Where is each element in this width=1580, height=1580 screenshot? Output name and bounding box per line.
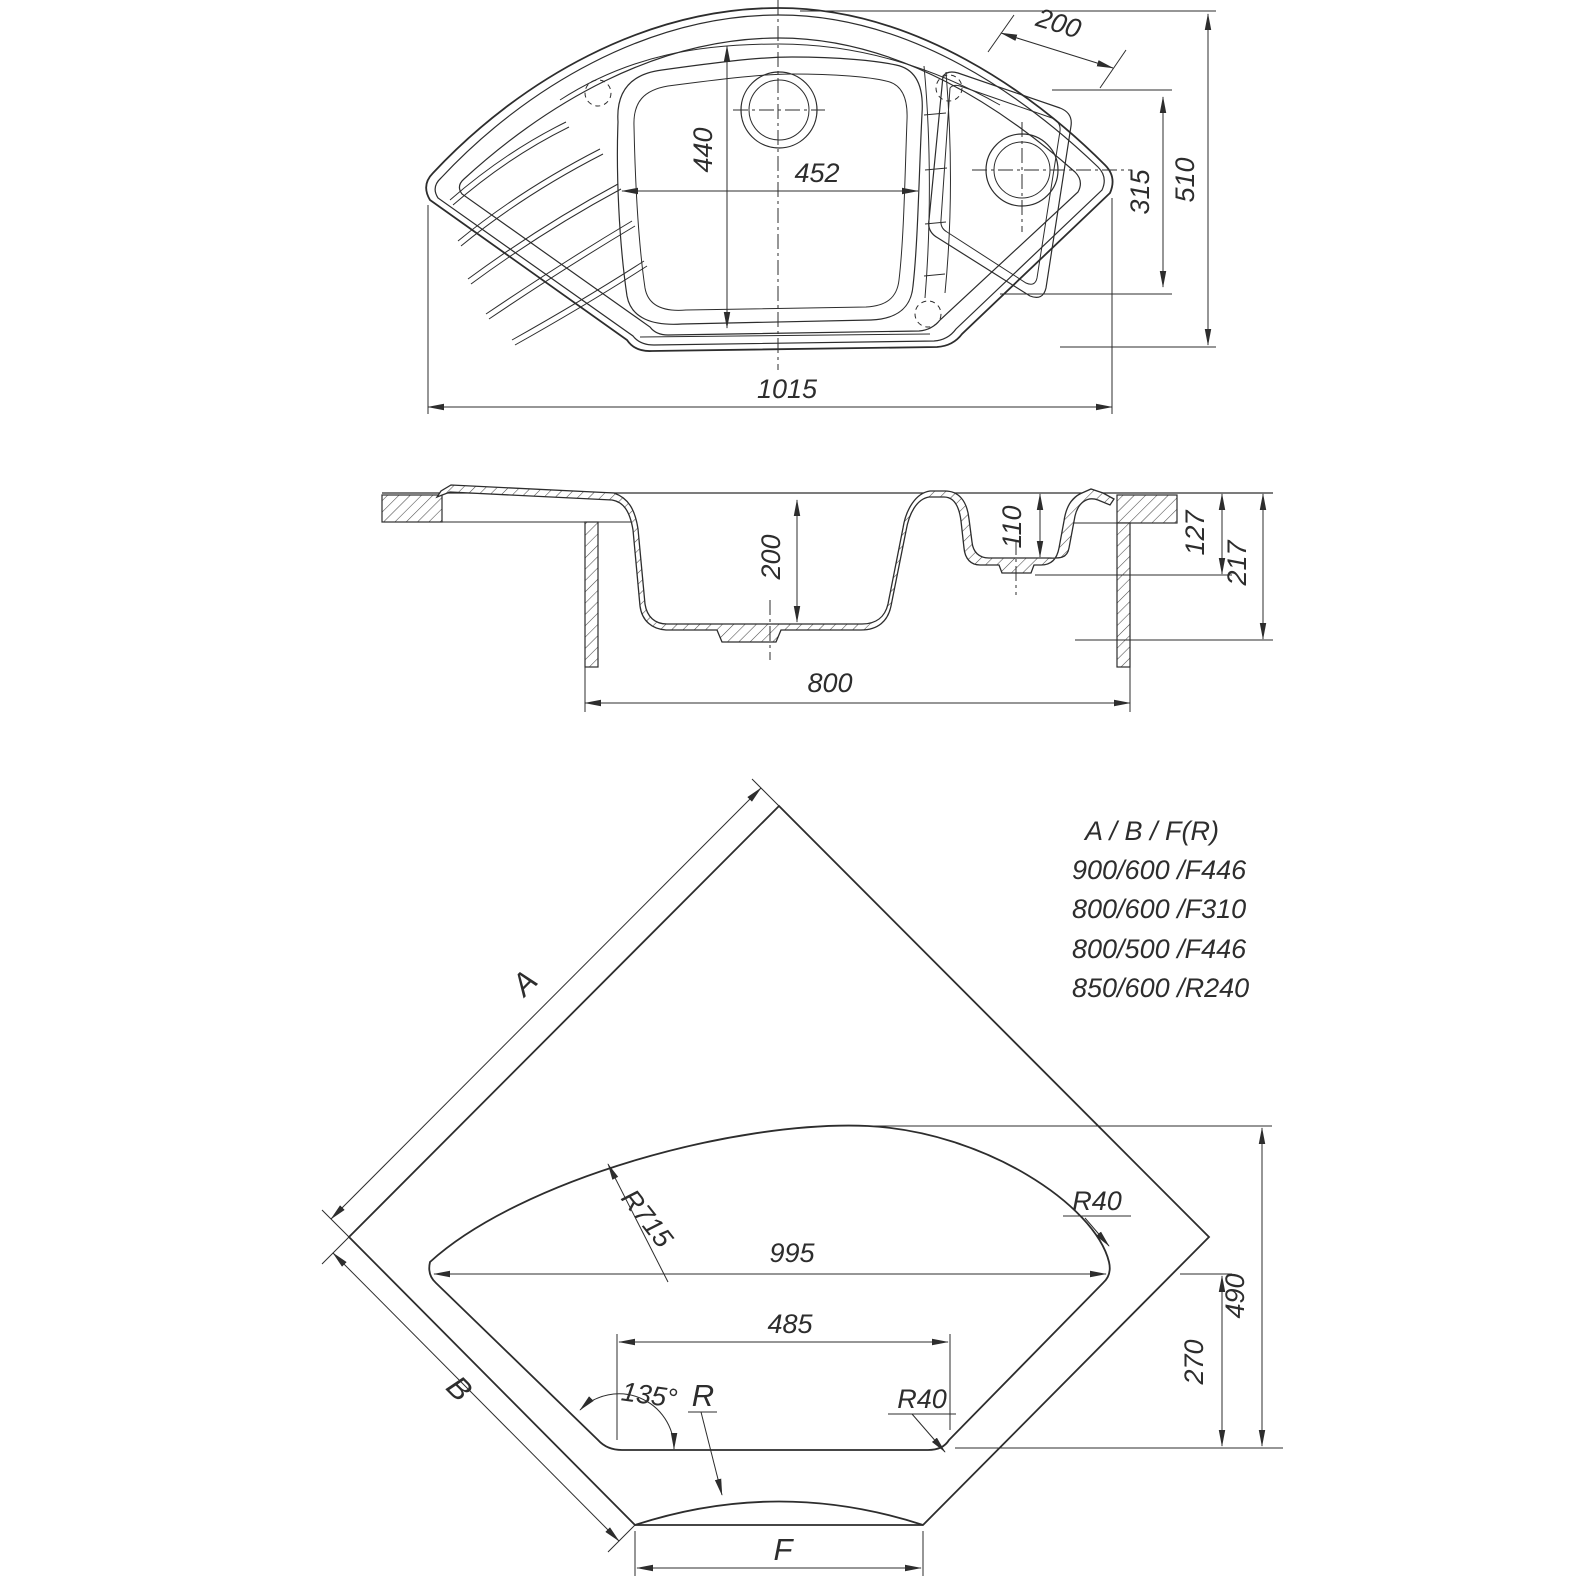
- leader-R: [701, 1412, 722, 1495]
- main-bowl-inner: [634, 74, 907, 310]
- label-r40-corner: R40: [897, 1384, 947, 1414]
- cutout-outline: [429, 1126, 1110, 1450]
- countertop-block-left: [382, 495, 442, 522]
- size-table-row: 900/600 /F446: [1072, 855, 1247, 885]
- dim-200-text: 200: [1032, 2, 1085, 45]
- label-r715: R715: [615, 1183, 679, 1254]
- dim-s200-text: 200: [756, 534, 786, 580]
- dim-A-line: [331, 788, 761, 1219]
- size-table-row: 800/500 /F446: [1072, 934, 1247, 964]
- dim-490-text: 490: [1220, 1273, 1250, 1319]
- size-table-header: A / B / F(R): [1085, 816, 1219, 846]
- label-135: 135°: [619, 1376, 679, 1414]
- dim-995-text: 995: [769, 1238, 815, 1268]
- dim-510-text: 510: [1170, 157, 1200, 203]
- dim-s217-text: 217: [1222, 540, 1252, 586]
- tap-hole-bottom: [915, 301, 941, 327]
- label-r40-tip: R40: [1072, 1186, 1122, 1216]
- size-table-row: 800/600 /F310: [1072, 894, 1247, 924]
- leader-r40-tip: [1085, 1218, 1109, 1246]
- size-table: [1072, 816, 1249, 1003]
- label-F: F: [773, 1532, 793, 1567]
- label-B: B: [439, 1368, 480, 1409]
- label-R: R: [691, 1378, 715, 1413]
- cabinet-panel-left: [585, 522, 598, 667]
- dim-s800-text: 800: [807, 668, 853, 698]
- sink-outer-outline: [426, 8, 1112, 351]
- dim-270-text: 270: [1179, 1339, 1209, 1385]
- dim-315-text: 315: [1125, 169, 1155, 215]
- cutout-view: [322, 779, 1283, 1576]
- dim-452-text: 452: [794, 158, 840, 188]
- size-table-row: 850/600 /R240: [1072, 973, 1250, 1003]
- label-A: A: [504, 962, 545, 1003]
- dim-s110-text: 110: [997, 505, 1027, 549]
- top-view: [426, 0, 1216, 414]
- section-view: [382, 485, 1273, 712]
- top-view-extension-lines: [428, 11, 1216, 414]
- dim-B-line: [333, 1253, 619, 1541]
- section-extension-lines: [585, 575, 1273, 712]
- leader-r40-corner: [912, 1414, 945, 1452]
- dim-s127-text: 127: [1180, 510, 1210, 556]
- cabinet-panel-right: [1117, 523, 1130, 667]
- dim-1015-text: 1015: [756, 374, 818, 404]
- dim-485-text: 485: [767, 1309, 813, 1339]
- sink-outline-2: [435, 15, 1104, 345]
- small-bowl-inner: [941, 85, 1060, 284]
- dim-440-text: 440: [688, 127, 718, 173]
- countertop-block-right: [1117, 495, 1177, 523]
- front-edge-arc: [635, 1502, 923, 1526]
